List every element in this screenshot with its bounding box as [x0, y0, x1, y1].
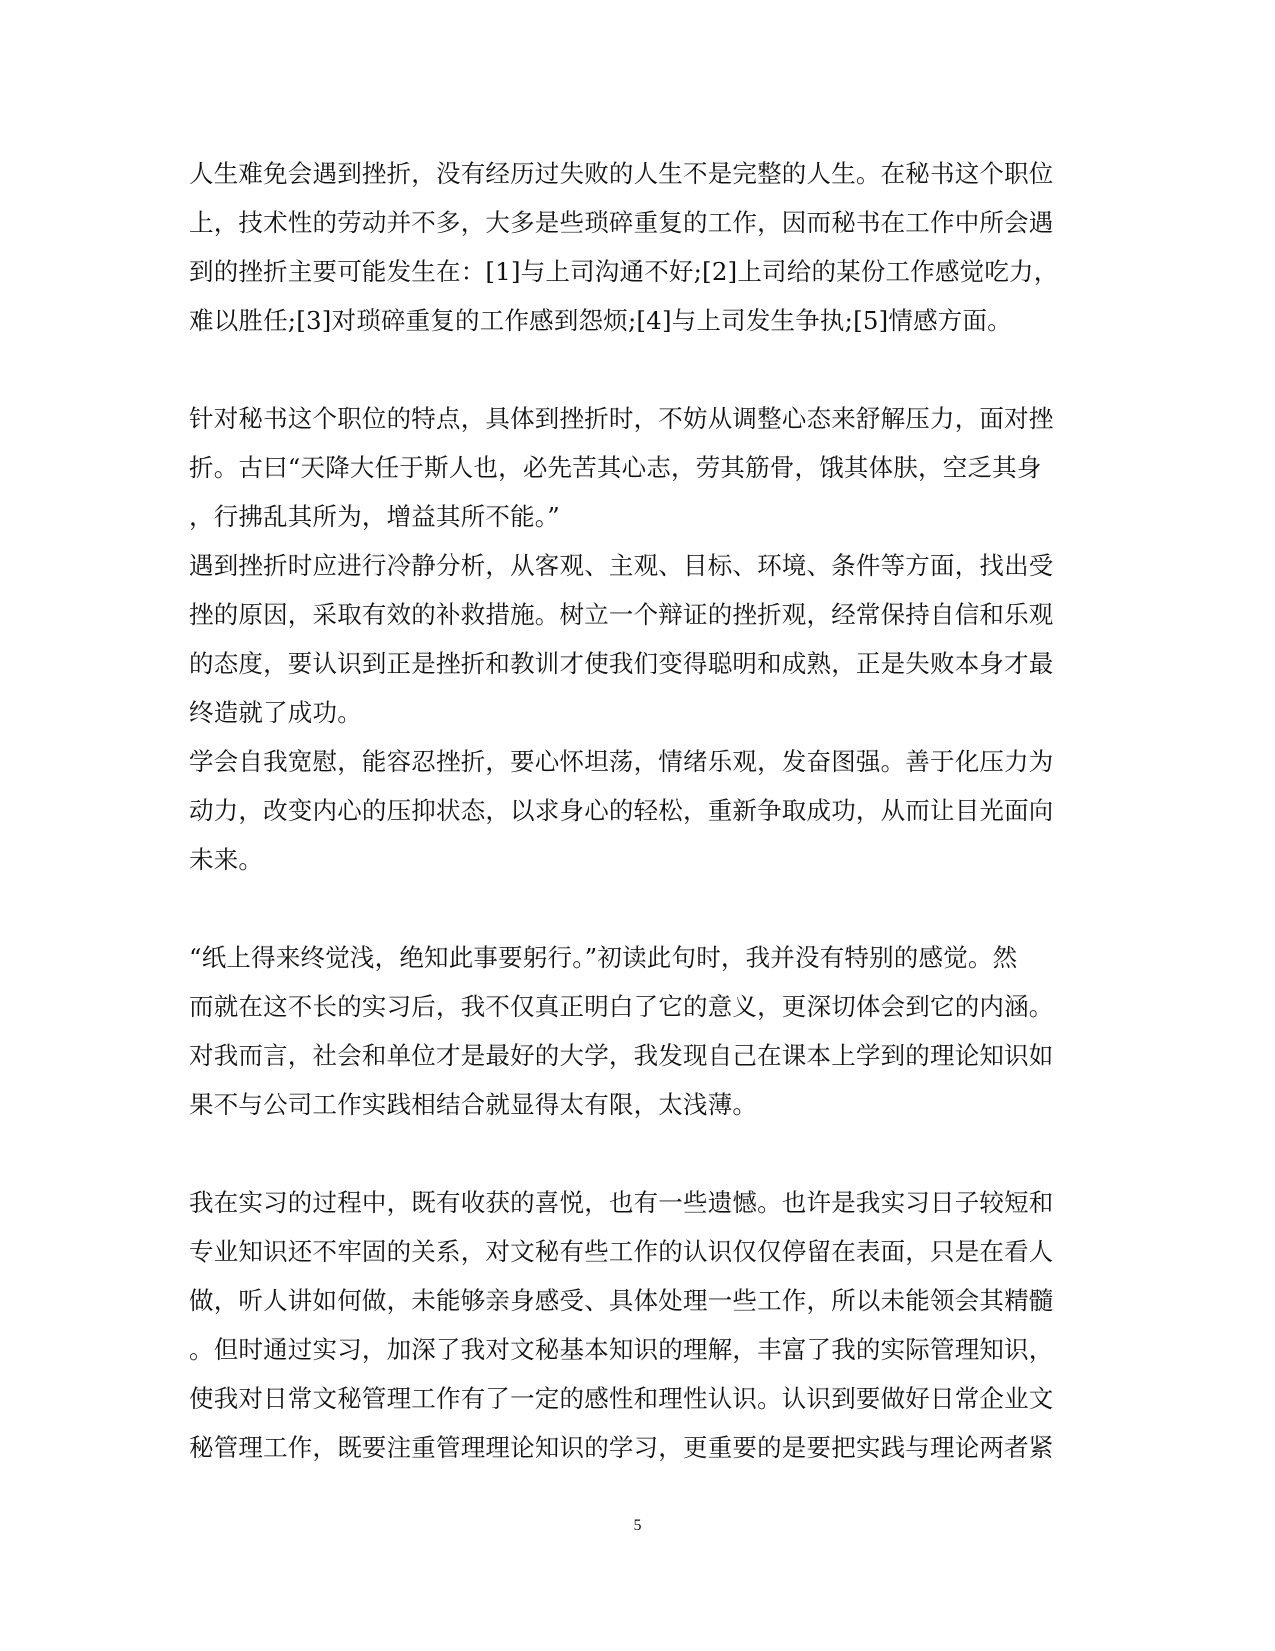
paragraph-1-line-4: 难以胜任;[3]对琐碎重复的工作感到怨烦;[4]与上司发生争执;[5]情感方面。: [189, 306, 1012, 335]
paragraph-3-line-2: 而就在这不长的实习后，我不仅真正明白了它的意义，更深切体会到它的内涵。: [189, 992, 1054, 1021]
paragraph-2-line-1: 针对秘书这个职位的特点，具体到挫折时，不妨从调整心态来舒解压力，面对挫: [189, 404, 1054, 433]
paragraph-4-line-6: 秘管理工作，既要注重管理理论知识的学习，更重要的是要把实践与理论两者紧: [189, 1433, 1054, 1462]
paragraph-1-line-3: 到的挫折主要可能发生在：[1]与上司沟通不好;[2]上司给的某份工作感觉吃力，: [189, 257, 1059, 286]
paragraph-2-line-6: 的态度，要认识到正是挫折和教训才使我们变得聪明和成熟，正是失败本身才最: [189, 649, 1054, 678]
page-number: 5: [633, 1517, 642, 1534]
paragraph-1-line-2: 上，技术性的劳动并不多，大多是些琐碎重复的工作，因而秘书在工作中所会遇: [189, 208, 1054, 237]
paragraph-3-line-4: 果不与公司工作实践相结合就显得太有限，太浅薄。: [189, 1090, 758, 1119]
paragraph-4-line-5: 使我对日常文秘管理工作有了一定的感性和理性认识。认识到要做好日常企业文: [189, 1384, 1054, 1413]
paragraph-2-line-3: ，行拂乱其所为，增益其所不能。”: [189, 502, 560, 531]
paragraph-4-line-2: 专业知识还不牢固的关系，对文秘有些工作的认识仅仅停留在表面，只是在看人: [189, 1237, 1054, 1266]
paragraph-2-line-9: 动力，改变内心的压抑状态，以求身心的轻松，重新争取成功，从而让目光面向: [189, 796, 1054, 825]
paragraph-2-line-7: 终造就了成功。: [189, 698, 362, 727]
paragraph-2-line-10: 未来。: [189, 845, 264, 874]
paragraph-2-line-4: 遇到挫折时应进行冷静分析，从客观、主观、目标、环境、条件等方面，找出受: [189, 551, 1054, 580]
paragraph-4-line-3: 做，听人讲如何做，未能够亲身感受、具体处理一些工作，所以未能领会其精髓: [189, 1286, 1054, 1315]
paragraph-1-line-1: 人生难免会遇到挫折，没有经历过失败的人生不是完整的人生。在秘书这个职位: [189, 159, 1054, 188]
paragraph-4-line-1: 我在实习的过程中，既有收获的喜悦，也有一些遗憾。也许是我实习日子较短和: [189, 1188, 1054, 1217]
paragraph-2-line-8: 学会自我宽慰，能容忍挫折，要心怀坦荡，情绪乐观，发奋图强。善于化压力为: [189, 747, 1054, 776]
paragraph-3-line-1: “纸上得来终觉浅，绝知此事要躬行。”初读此句时，我并没有特别的感觉。然: [189, 943, 1018, 972]
paragraph-4-line-4: 。但时通过实习，加深了我对文秘基本知识的理解，丰富了我的实际管理知识，: [189, 1335, 1054, 1364]
paragraph-2-line-2: 折。古曰“天降大任于斯人也，必先苦其心志，劳其筋骨，饿其体肤，空乏其身: [189, 453, 1042, 482]
paragraph-3-line-3: 对我而言，社会和单位才是最好的大学，我发现自己在课本上学到的理论知识如: [189, 1041, 1054, 1070]
paragraph-2-line-5: 挫的原因，采取有效的补救措施。树立一个辩证的挫折观，经常保持自信和乐观: [189, 600, 1054, 629]
